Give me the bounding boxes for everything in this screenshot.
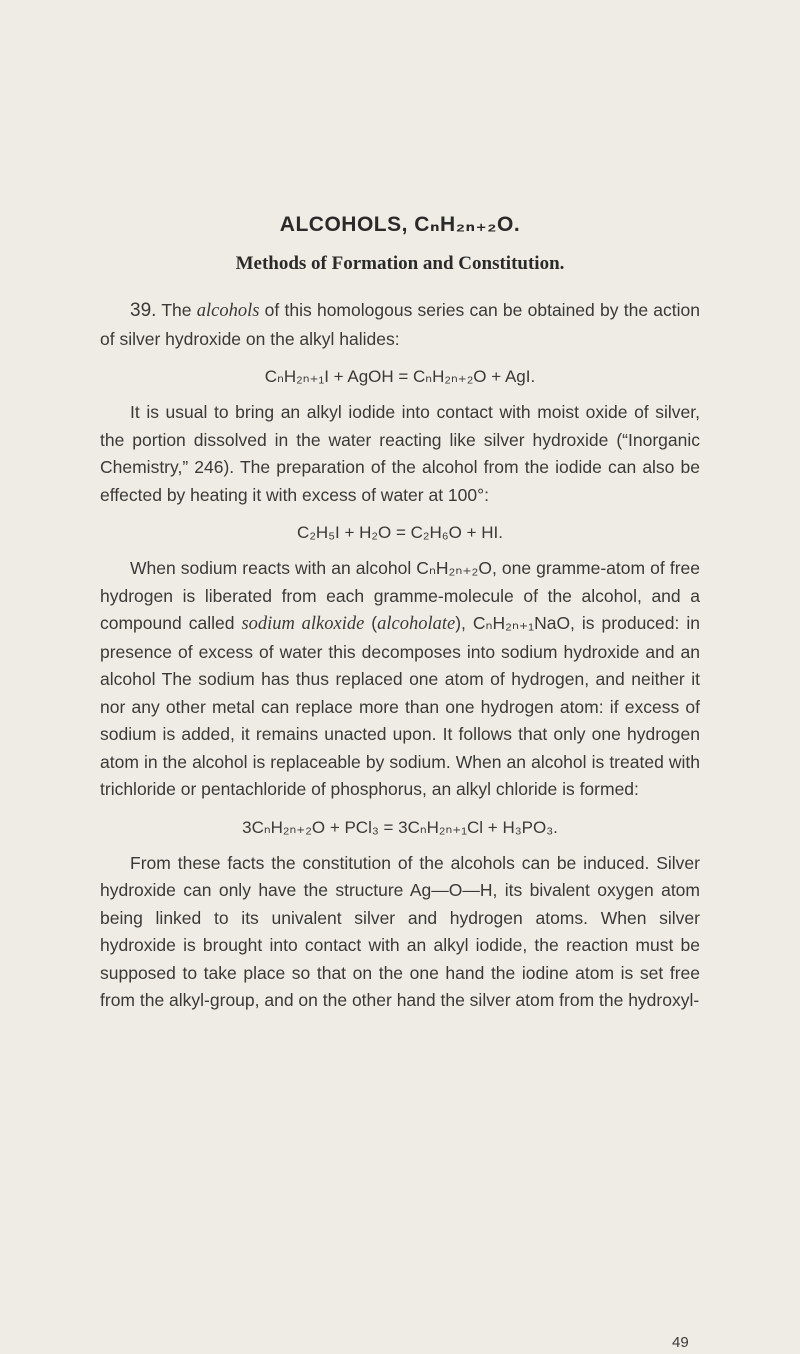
term-sodium-alkoxide: sodium alkoxide: [241, 614, 365, 634]
page-number: 49: [672, 1334, 689, 1351]
chapter-formula: CₙH₂ₙ₊₂O.: [414, 213, 521, 236]
chapter-title: ALCOHOLS, CₙH₂ₙ₊₂O.: [279, 213, 521, 236]
paragraph-3: When sodium reacts with an alcohol CₙH₂ₙ₊₂O, one gramme-atom of free hydrogen is liberated from each gramme-molecule of the alcohol, and a compound called sodium alkoxide (alcoholate), CₙH₂ₙ₊₁NaO, is produced: in presence of excess of water this decomposes into sodium hydroxide and an alcohol The sodium has thus replaced one atom of hydrogen, and neither it nor any other metal can replace more than one hydrogen atom: if excess of sodium is added, it remains unacted upon. It follows that only one hydrogen atom in the alcohol is replaceable by sodium. When an alcohol is treated with trichloride or pentachloride of phosphorus, an alkyl chloride is formed:: [100, 558, 700, 799]
term-alcohols: alcohols: [196, 301, 260, 321]
paragraph-2: It is usual to bring an alkyl iodide into contact with moist oxide of silver, the portion dissolved in the water reacting like silver hydroxide (“Inorganic Chemistry,” 246). The preparation of the alcohol from the iodide can also be effected by heating it with excess of water at 100°:: [100, 402, 700, 505]
equation-1: CₙH₂ₙ₊₁I + AgOH = CₙH₂ₙ₊₂O + AgI.: [264, 367, 536, 386]
equation-2: C₂H₅I + H₂O = C₂H₆O + HI.: [297, 523, 503, 542]
term-alcoholate: alcoholate: [377, 614, 456, 634]
paragraph-1: 39. The alcohols of this homologous series can be obtained by the action of silver hydroxide on the alkyl halides:: [100, 300, 700, 349]
section-heading: Methods of Formation and Constitution.: [235, 253, 565, 274]
paragraph-4: From these facts the constitution of the alcohols can be induced. Silver hydroxide can only have the structure Ag—O—H, its bivalent oxygen atom being linked to its univalent silver and hydrogen atoms. When silver hydroxide is brought into contact with an alkyl iodide, the reaction must be supposed to take place so that on the one hand the iodine atom is set free from the alkyl-group, and on the other hand the silver atom from the hydroxyl-: [100, 852, 700, 1010]
equation-3: 3CₙH₂ₙ₊₂O + PCl₃ = 3CₙH₂ₙ₊₁Cl + H₃PO₃.: [242, 817, 558, 837]
section-number: 39.: [130, 300, 157, 321]
